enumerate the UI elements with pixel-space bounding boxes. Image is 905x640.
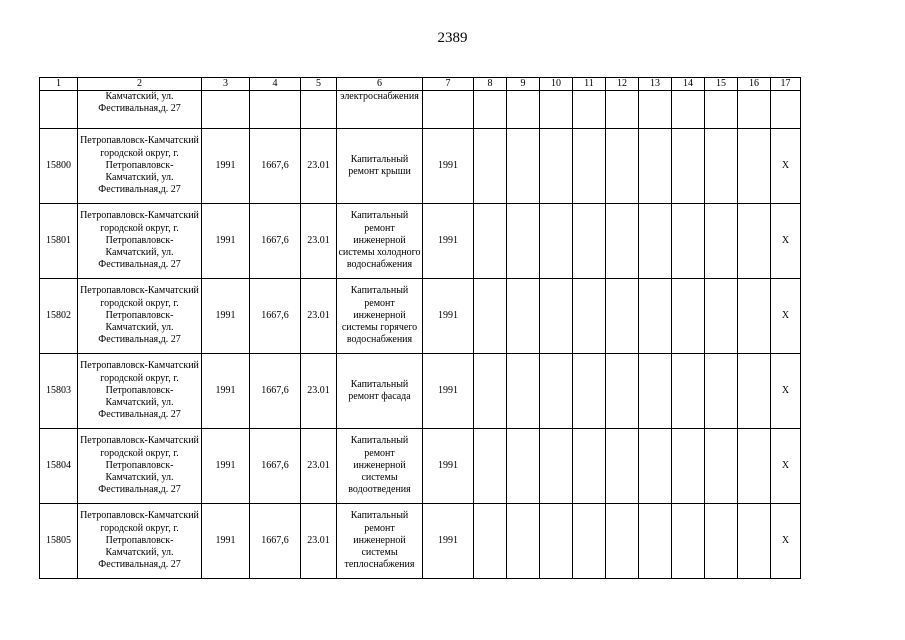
work-cell: Капитальный ремонт инженерной системы теплоснабжения — [337, 504, 423, 579]
column-header: 7 — [423, 78, 474, 91]
table-row — [40, 504, 801, 579]
address-cell: Петропавловск-Камчатский городской округ, г. Петропавловск-Камчатский, ул. Фестивальная,д. 27 — [78, 204, 202, 279]
column-header: 3 — [202, 78, 250, 91]
mark-cell: Х — [771, 129, 801, 204]
record-id-cell: 15805 — [40, 504, 78, 579]
area-cell: 1667,6 — [250, 279, 301, 354]
year-cell: 1991 — [423, 429, 474, 504]
page-number: 2389 — [437, 30, 468, 46]
year-built-cell: 1991 — [202, 504, 250, 579]
column-header: 4 — [250, 78, 301, 91]
year-cell: 1991 — [423, 504, 474, 579]
code-cell: 23.01 — [301, 204, 337, 279]
address-cell: Петропавловск-Камчатский городской округ, г. Петропавловск-Камчатский, ул. Фестивальная,д. 27 — [78, 429, 202, 504]
table-row — [40, 279, 801, 354]
area-cell: 1667,6 — [250, 129, 301, 204]
area-cell: 1667,6 — [250, 429, 301, 504]
column-header: 10 — [540, 78, 573, 91]
year-built-cell: 1991 — [202, 354, 250, 429]
year-built-cell: 1991 — [202, 129, 250, 204]
column-header: 2 — [78, 78, 202, 91]
code-cell: 23.01 — [301, 354, 337, 429]
mark-cell: Х — [771, 504, 801, 579]
year-cell: 1991 — [423, 354, 474, 429]
column-number-row — [40, 78, 801, 91]
code-cell: 23.01 — [301, 504, 337, 579]
mark-cell: Х — [771, 429, 801, 504]
table-row — [40, 429, 801, 504]
mark-cell: Х — [771, 204, 801, 279]
year-cell: 1991 — [423, 279, 474, 354]
address-cell: Петропавловск-Камчатский городской округ, г. Петропавловск-Камчатский, ул. Фестивальная,д. 27 — [78, 354, 202, 429]
work-cell: Капитальный ремонт крыши — [337, 129, 423, 204]
address-cell: Петропавловск-Камчатский городской округ, г. Петропавловск-Камчатский, ул. Фестивальная,д. 27 — [78, 504, 202, 579]
code-cell: 23.01 — [301, 279, 337, 354]
mark-cell: Х — [771, 279, 801, 354]
area-cell: 1667,6 — [250, 504, 301, 579]
year-built-cell: 1991 — [202, 204, 250, 279]
works-table — [39, 77, 801, 579]
work-cell: электроснабжения — [337, 91, 423, 129]
area-cell: 1667,6 — [250, 204, 301, 279]
column-header: 6 — [337, 78, 423, 91]
record-id-cell: 15803 — [40, 354, 78, 429]
column-header: 13 — [639, 78, 672, 91]
area-cell: 1667,6 — [250, 354, 301, 429]
address-cell: Камчатский, ул. Фестивальная,д. 27 — [78, 91, 202, 129]
record-id-cell: 15800 — [40, 129, 78, 204]
table-row — [40, 129, 801, 204]
work-cell: Капитальный ремонт инженерной системы водоотведения — [337, 429, 423, 504]
column-header: 14 — [672, 78, 705, 91]
table-row — [40, 354, 801, 429]
column-header: 15 — [705, 78, 738, 91]
record-id-cell: 15802 — [40, 279, 78, 354]
mark-cell: Х — [771, 354, 801, 429]
column-header: 8 — [474, 78, 507, 91]
column-header: 17 — [771, 78, 801, 91]
column-header: 1 — [40, 78, 78, 91]
work-cell: Капитальный ремонт фасада — [337, 354, 423, 429]
year-cell: 1991 — [423, 204, 474, 279]
record-id-cell: 15804 — [40, 429, 78, 504]
column-header: 12 — [606, 78, 639, 91]
address-cell: Петропавловск-Камчатский городской округ, г. Петропавловск-Камчатский, ул. Фестивальная,д. 27 — [78, 129, 202, 204]
code-cell: 23.01 — [301, 429, 337, 504]
column-header: 11 — [573, 78, 606, 91]
year-cell: 1991 — [423, 129, 474, 204]
column-header: 9 — [507, 78, 540, 91]
year-built-cell: 1991 — [202, 279, 250, 354]
work-cell: Капитальный ремонт инженерной системы холодного водоснабжения — [337, 204, 423, 279]
work-cell: Капитальный ремонт инженерной системы горячего водоснабжения — [337, 279, 423, 354]
record-id-cell: 15801 — [40, 204, 78, 279]
code-cell: 23.01 — [301, 129, 337, 204]
column-header: 5 — [301, 78, 337, 91]
year-built-cell: 1991 — [202, 429, 250, 504]
address-cell: Петропавловск-Камчатский городской округ, г. Петропавловск-Камчатский, ул. Фестивальная,д. 27 — [78, 279, 202, 354]
table-row — [40, 204, 801, 279]
continuation-row — [40, 91, 801, 129]
column-header: 16 — [738, 78, 771, 91]
